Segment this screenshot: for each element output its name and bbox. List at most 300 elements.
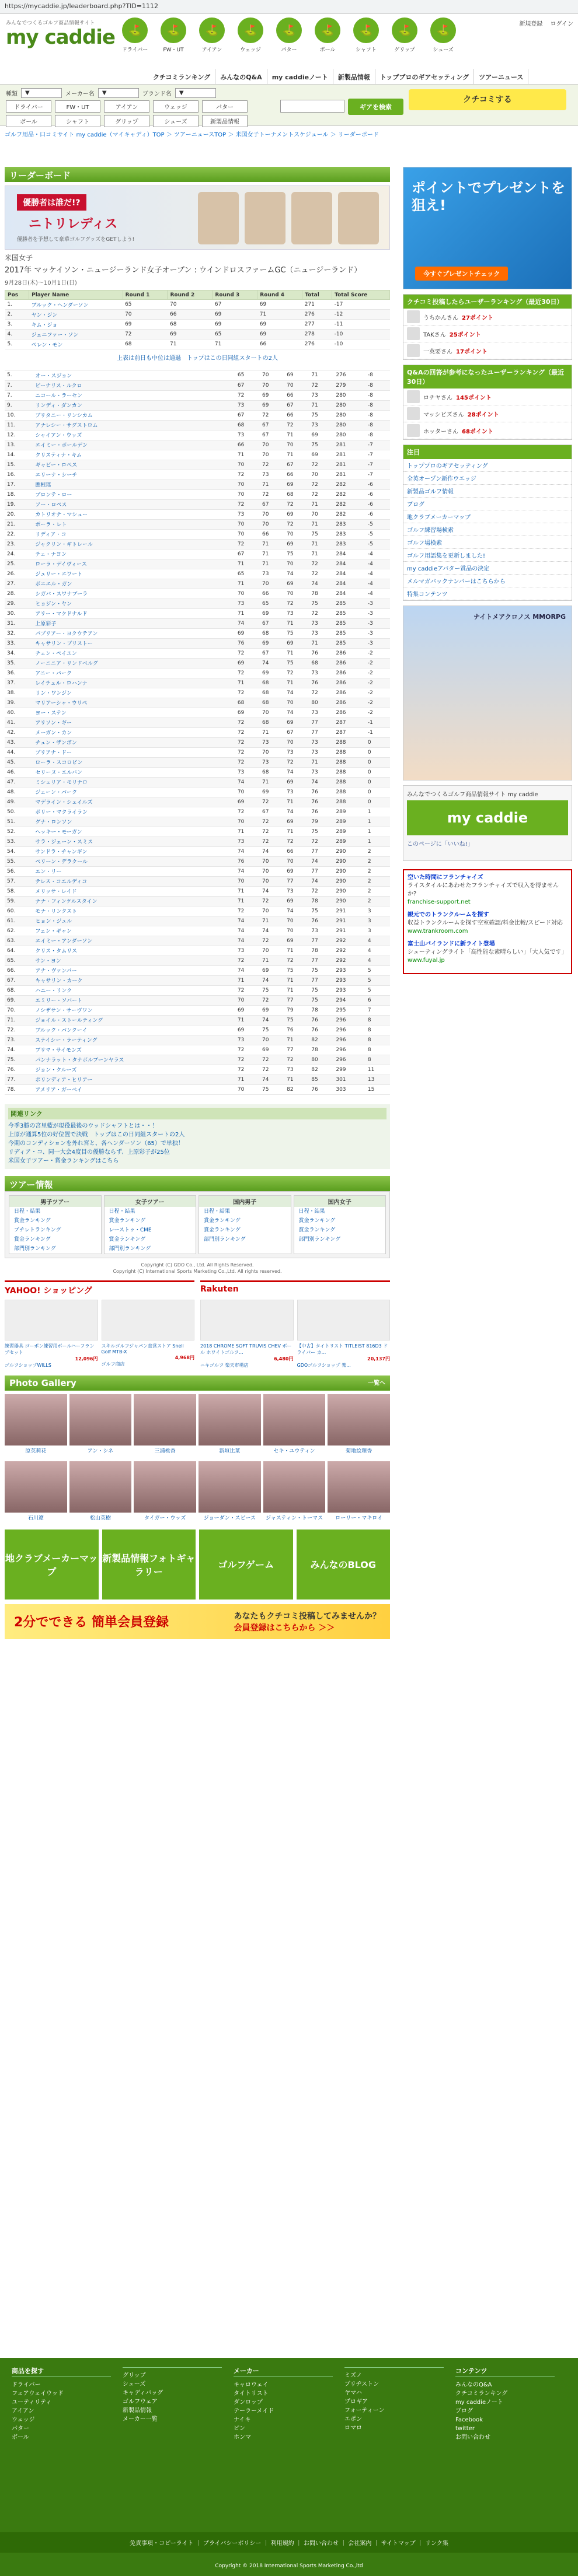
footer-link[interactable]: キャロウェイ bbox=[234, 2382, 269, 2388]
category-4[interactable] bbox=[271, 18, 307, 55]
notice-link[interactable]: ゴルフ練習場検索 bbox=[403, 523, 572, 536]
category-7[interactable] bbox=[387, 18, 423, 55]
player-name[interactable]: チェ・ナヨン bbox=[33, 549, 235, 559]
related-link[interactable]: リディア・コ、同一大会4度目の優勝ならず、上原彩子が25位 bbox=[8, 1149, 170, 1156]
score-cell: 72 bbox=[309, 886, 333, 896]
photo-item[interactable] bbox=[263, 1394, 326, 1454]
tour-link[interactable]: 部門別ランキング bbox=[109, 1245, 151, 1252]
gear-tab[interactable]: 新製品情報 bbox=[202, 115, 248, 127]
score-cell: 70 bbox=[284, 589, 309, 598]
notice-link[interactable]: 特集コンテンツ bbox=[403, 587, 572, 600]
player-name[interactable]: リンディ・ダンカン bbox=[33, 400, 235, 410]
url-bar[interactable]: https://mycaddie.jp/leaderboard.php?TID=1112 bbox=[0, 0, 578, 14]
score-cell: 71. bbox=[5, 1015, 33, 1025]
user-name[interactable]: 一英要さん bbox=[423, 348, 452, 355]
player-name[interactable]: エイミー・ボールデン bbox=[33, 440, 235, 450]
related-link[interactable]: 上原が通算5位の好位置で決戦 トップはこの日同組スタートの2人 bbox=[8, 1131, 185, 1138]
player-name[interactable]: ピーナリス・ルクロ bbox=[33, 380, 235, 390]
category-label: シューズ bbox=[433, 47, 454, 53]
nav-item[interactable]: ツアーニュース bbox=[474, 69, 528, 85]
shop-name[interactable]: GDOゴルフショップ 楽... bbox=[297, 1362, 351, 1368]
table-row bbox=[5, 440, 390, 450]
shop-item[interactable] bbox=[297, 1300, 391, 1368]
score-cell: 67 bbox=[260, 420, 284, 430]
player-name[interactable]: ジェニファー・ソン bbox=[29, 330, 123, 340]
photo-caption: 松山英樹 bbox=[89, 1515, 111, 1521]
text-ad-url[interactable]: franchise-support.net bbox=[408, 899, 471, 905]
player-name[interactable]: パンナラット・タナポルブーンヤラス bbox=[33, 1055, 235, 1065]
player-name[interactable]: レイチェル・ロハンナ bbox=[33, 678, 235, 688]
footer-link[interactable]: ロマロ bbox=[344, 2425, 362, 2431]
player-name[interactable]: ニコール・ラーセン bbox=[33, 390, 235, 400]
avatar bbox=[407, 344, 420, 357]
photo-item[interactable] bbox=[263, 1461, 326, 1521]
score-cell: -4 bbox=[365, 569, 390, 579]
player-name[interactable]: 應根瑶 bbox=[33, 480, 235, 489]
category-1[interactable] bbox=[155, 18, 191, 55]
category-3[interactable] bbox=[232, 18, 269, 55]
tour-link[interactable]: 日程・結果 bbox=[109, 1208, 135, 1214]
footer-link[interactable]: ブログ bbox=[455, 2408, 473, 2414]
notice-link[interactable]: my caddieアバター賞品の決定 bbox=[403, 562, 572, 575]
brand-select[interactable]: ▼ bbox=[175, 88, 216, 98]
player-name[interactable]: チュン・ザンボン bbox=[33, 737, 235, 747]
footer-link[interactable]: キャディバッグ bbox=[123, 2390, 163, 2396]
player-name[interactable]: ヨー・ステン bbox=[33, 708, 235, 718]
brand-label: ブランド名 bbox=[142, 91, 172, 97]
score-cell: 284 bbox=[333, 549, 365, 559]
player-name[interactable]: ヘッキー・モーガン bbox=[33, 827, 235, 836]
player-name[interactable]: エリーナ・シーチ bbox=[33, 470, 235, 480]
notice-link[interactable]: 新製品ゴルフ情報 bbox=[403, 485, 572, 498]
table-row bbox=[5, 747, 390, 757]
footer-link[interactable]: アイアン bbox=[12, 2408, 34, 2414]
gear-tab[interactable]: グリップ bbox=[104, 115, 149, 127]
club-icon: ⛳ bbox=[392, 18, 417, 43]
ranking-item[interactable] bbox=[403, 422, 572, 439]
score-cell: -8 bbox=[365, 370, 390, 380]
player-name[interactable]: エイミー・アンダーソン bbox=[33, 936, 235, 946]
text-ad-url[interactable]: www.fuyal.jp bbox=[408, 957, 445, 964]
nav-item[interactable]: クチコミランキング bbox=[148, 69, 215, 85]
footer-link[interactable]: 新製品情報 bbox=[123, 2407, 152, 2414]
player-name[interactable]: ローラ・デイヴィース bbox=[33, 559, 235, 569]
shop-logo[interactable]: YAHOO! ショッピング bbox=[5, 1286, 92, 1296]
nav-item[interactable]: 新製品情報 bbox=[333, 69, 375, 85]
footer-link[interactable]: ヤマハ bbox=[344, 2390, 362, 2396]
score-cell: 74 bbox=[260, 1074, 284, 1084]
user-name[interactable]: ホッターさん bbox=[423, 428, 458, 435]
footer-link[interactable]: みんなのQ&A bbox=[455, 2382, 492, 2388]
tour-link[interactable]: 賞金ランキング bbox=[109, 1236, 146, 1242]
player-name[interactable]: ステイシー・ラーティング bbox=[33, 1035, 235, 1045]
player-name[interactable]: カトリオナ・マシュー bbox=[33, 509, 235, 519]
category-5[interactable] bbox=[309, 18, 346, 55]
photo-item[interactable] bbox=[69, 1394, 132, 1454]
promo-tile[interactable]: みんなのBLOG bbox=[297, 1530, 391, 1600]
player-name[interactable]: クリスティナ・キム bbox=[33, 450, 235, 460]
score-cell: 283 bbox=[333, 529, 365, 539]
promo-banner[interactable] bbox=[5, 186, 390, 250]
player-name[interactable]: ボニエル・ガン bbox=[33, 579, 235, 589]
score-cell: 47. bbox=[5, 777, 33, 787]
player-name[interactable]: メーガン・カン bbox=[33, 727, 235, 737]
score-cell: 0 bbox=[365, 767, 390, 777]
player-name[interactable]: モナ・リンクスト bbox=[33, 906, 235, 916]
search-input[interactable] bbox=[280, 100, 344, 113]
player-name[interactable]: サラ・ジェーン・スミス bbox=[33, 836, 235, 846]
footer-link[interactable]: ボール bbox=[12, 2434, 29, 2441]
score-cell: 65 bbox=[235, 370, 260, 380]
fb-like-button[interactable]: このページに「いいね!」 bbox=[407, 841, 473, 848]
footer-link[interactable]: テーラーメイド bbox=[234, 2408, 274, 2414]
player-name[interactable]: メリッサ・レイド bbox=[33, 886, 235, 896]
player-name[interactable]: ソー・ロペス bbox=[33, 499, 235, 509]
gear-tab[interactable]: シャフト bbox=[55, 115, 100, 127]
score-cell: 28. bbox=[5, 589, 33, 598]
footer-links[interactable]: 免責事項・コピーライト ｜ プライバシーポリシー ｜ 利用規約 ｜ お問い合わせ ｜ 会社案内 ｜ サイトマップ ｜ リンク集 bbox=[0, 2532, 578, 2553]
score-cell: 279 bbox=[333, 380, 365, 390]
tour-link[interactable]: 賞金ランキング bbox=[298, 1217, 336, 1224]
player-name[interactable]: ヒョン・ジュル bbox=[33, 916, 235, 926]
present-ad[interactable] bbox=[403, 167, 572, 289]
player-name[interactable]: ブルック・ヘンダーソン bbox=[29, 300, 123, 310]
score-cell: 76 bbox=[309, 797, 333, 807]
shop-item[interactable] bbox=[5, 1300, 98, 1368]
maker-select[interactable]: ▼ bbox=[98, 88, 139, 98]
player-name[interactable]: ノーニニア・リンドベルグ bbox=[33, 658, 235, 668]
photo-item[interactable] bbox=[199, 1394, 261, 1454]
text-ad-title[interactable]: 富士山パイランドに新ライト登場 bbox=[408, 941, 495, 947]
photo-item[interactable] bbox=[134, 1461, 196, 1521]
gear-tab[interactable]: シューズ bbox=[153, 115, 199, 127]
player-name[interactable]: ポリー・マクライラン bbox=[33, 807, 235, 817]
score-cell: 293 bbox=[333, 965, 365, 975]
tour-link[interactable]: 賞金ランキング bbox=[14, 1217, 51, 1224]
photo-gallery-more[interactable]: 一覧へ bbox=[368, 1380, 385, 1387]
footer-link[interactable]: ミズノ bbox=[344, 2372, 362, 2379]
player-name[interactable]: ジョン・クルーズ bbox=[33, 1065, 235, 1074]
related-link[interactable]: 今季3勝の宮里藍が現役最後のウッドシャフトとは・・！ bbox=[8, 1122, 158, 1129]
category-6[interactable] bbox=[348, 18, 384, 55]
player-name[interactable]: ペリーン・デラクール bbox=[33, 856, 235, 866]
score-cell: -5 bbox=[365, 519, 390, 529]
score-cell: 299 bbox=[333, 1065, 365, 1074]
table-row bbox=[5, 896, 390, 906]
player-name[interactable]: ペレン・モン bbox=[29, 340, 123, 349]
footer-link[interactable]: ナイキ bbox=[234, 2417, 251, 2423]
footer-link[interactable]: パター bbox=[12, 2426, 29, 2432]
nav-item[interactable]: みんなのQ&A bbox=[215, 69, 267, 85]
player-name[interactable]: ナナ・フィンケルスタイン bbox=[33, 896, 235, 906]
photo-item[interactable] bbox=[69, 1461, 132, 1521]
nav-item[interactable]: my caddieノート bbox=[267, 69, 333, 85]
score-cell: 2 bbox=[365, 896, 390, 906]
footer-link[interactable]: twitter bbox=[455, 2426, 475, 2432]
user-name[interactable]: マッシビズさん bbox=[423, 411, 464, 418]
footer-link[interactable]: エポン bbox=[344, 2416, 362, 2423]
score-cell: 72 bbox=[235, 688, 260, 698]
player-name[interactable]: エミリー・ソバート bbox=[33, 995, 235, 1005]
gear-tab[interactable]: ドライバー bbox=[6, 100, 51, 113]
user-name[interactable]: うちかんさん bbox=[423, 314, 458, 321]
score-cell: 72 bbox=[284, 836, 309, 846]
footer-link[interactable]: フェアウェイウッド bbox=[12, 2390, 64, 2397]
site-logo[interactable]: my caddie bbox=[6, 26, 115, 49]
table-row bbox=[5, 906, 390, 916]
score-cell: 67 bbox=[260, 618, 284, 628]
player-name[interactable]: ブリアナ・ドー bbox=[33, 747, 235, 757]
player-name[interactable]: ギャビー・ロペス bbox=[33, 460, 235, 470]
footer-link[interactable]: シューズ bbox=[123, 2381, 146, 2388]
tour-link[interactable]: 賞金ランキング bbox=[204, 1217, 241, 1224]
login-link[interactable]: ログイン bbox=[550, 21, 573, 27]
footer-link[interactable]: Facebook bbox=[455, 2417, 483, 2423]
footer-link[interactable]: ゴルフウェア bbox=[123, 2399, 158, 2405]
ranking-item[interactable] bbox=[403, 388, 572, 405]
nav-item[interactable]: トッププロのギアセッティング bbox=[375, 69, 474, 85]
tour-link[interactable]: 賞金ランキング bbox=[298, 1227, 336, 1233]
score-cell: 67 bbox=[260, 430, 284, 440]
promo-tile[interactable]: ゴルフゲーム bbox=[199, 1530, 293, 1600]
player-name[interactable]: リディア・コ bbox=[33, 529, 235, 539]
score-cell: 74 bbox=[235, 916, 260, 926]
score-cell: 289 bbox=[333, 807, 365, 817]
player-name[interactable]: テレス・コエルディコ bbox=[33, 876, 235, 886]
photo-caption: 石川遼 bbox=[27, 1515, 44, 1521]
footer-link[interactable]: ドライバー bbox=[12, 2382, 41, 2388]
player-name[interactable]: パブリアー・ヨクウテアン bbox=[33, 628, 235, 638]
footer-link[interactable]: ホンマ bbox=[234, 2434, 251, 2441]
related-link[interactable]: 米国女子ツアー・賞金ランキングはこちら bbox=[8, 1157, 119, 1164]
related-link[interactable]: 今期のコンディションを外れ宮と、各ヘンダーソン（65）で単独！ bbox=[8, 1140, 184, 1147]
score-cell: 76 bbox=[309, 787, 333, 797]
score-cell: 0 bbox=[365, 787, 390, 797]
player-name[interactable]: アナ・ヴァンパー bbox=[33, 965, 235, 975]
score-cell: 69 bbox=[257, 320, 302, 330]
player-name[interactable]: キャサリン・カーク bbox=[33, 975, 235, 985]
category-0[interactable] bbox=[117, 18, 153, 55]
footer-link[interactable]: メーカー一覧 bbox=[123, 2416, 158, 2423]
text-ad[interactable] bbox=[408, 911, 567, 936]
category-8[interactable] bbox=[425, 18, 461, 55]
score-cell: 30. bbox=[5, 608, 33, 618]
register-banner[interactable] bbox=[5, 1604, 390, 1639]
register-link[interactable]: 新規登録 bbox=[519, 21, 543, 27]
footer-link[interactable]: ユーティリティ bbox=[12, 2399, 52, 2406]
footer-link[interactable]: お問い合わせ bbox=[455, 2434, 490, 2441]
player-name[interactable]: ミシェリア・モリナロ bbox=[33, 777, 235, 787]
product-price: 4,968円 bbox=[175, 1354, 194, 1360]
score-cell: 65 bbox=[123, 300, 168, 310]
text-ad-url[interactable]: www.trankroom.com bbox=[408, 928, 468, 935]
footer-link[interactable]: my caddieノート bbox=[455, 2399, 503, 2406]
shop-item[interactable] bbox=[200, 1300, 294, 1368]
player-name[interactable]: マリアーシャ・ウリペ bbox=[33, 698, 235, 708]
notice-link[interactable]: 全英オープン新作ウエッジ bbox=[403, 472, 572, 485]
tour-link[interactable]: 賞金ランキング bbox=[204, 1227, 241, 1233]
player-name[interactable]: エン・リー bbox=[33, 866, 235, 876]
player-name[interactable]: ローラ・スコロビン bbox=[33, 757, 235, 767]
leaderboard-table-rest bbox=[5, 370, 390, 1095]
player-name[interactable]: ジョイル・ストールティング bbox=[33, 1015, 235, 1025]
score-cell: 288 bbox=[333, 777, 365, 787]
player-name[interactable]: マデライン・シェイルズ bbox=[33, 797, 235, 807]
table-row bbox=[5, 618, 390, 628]
player-name[interactable]: アナレシー・サグストロム bbox=[33, 420, 235, 430]
score-cell: 3 bbox=[365, 906, 390, 916]
player-name[interactable]: キム・ジョ bbox=[29, 320, 123, 330]
table-row bbox=[5, 688, 390, 698]
footer-link[interactable]: ウェッジ bbox=[12, 2417, 35, 2423]
text-ad[interactable] bbox=[408, 940, 567, 965]
category-2[interactable] bbox=[194, 18, 230, 55]
player-name[interactable]: キャサリン・ブリストー bbox=[33, 638, 235, 648]
player-name[interactable]: ハニー・リンク bbox=[33, 985, 235, 995]
footer-link[interactable]: フォーティーン bbox=[344, 2407, 385, 2414]
tour-link[interactable]: 賞金ランキング bbox=[14, 1236, 51, 1242]
tour-link[interactable]: レーストゥ・CME bbox=[109, 1227, 152, 1233]
score-cell: 72 bbox=[284, 668, 309, 678]
notice-link[interactable]: トッププロのギアセッティング bbox=[403, 459, 572, 472]
player-name[interactable]: フェン・ギャン bbox=[33, 926, 235, 936]
player-name[interactable]: サン・ヨン bbox=[33, 956, 235, 965]
player-name[interactable]: サンドラ・チャンギン bbox=[33, 846, 235, 856]
tour-link[interactable]: 部門別ランキング bbox=[14, 1245, 56, 1252]
footer-link[interactable]: タイトリスト bbox=[234, 2390, 269, 2397]
promo-tile[interactable]: 地クラブメーカーマップ bbox=[5, 1530, 99, 1600]
table-row bbox=[5, 549, 390, 559]
player-name[interactable]: ブロンテ・ロー bbox=[33, 489, 235, 499]
text-ad-title[interactable]: 空いた時間にフランチャイズ bbox=[408, 874, 483, 881]
player-name[interactable]: ブリタニー・リンシカム bbox=[33, 410, 235, 420]
tour-link[interactable]: 部門別ランキング bbox=[298, 1236, 341, 1242]
notice-link[interactable]: メルマガバックナンバーはこちらから bbox=[403, 575, 572, 587]
gear-tab[interactable]: FW・UT bbox=[55, 100, 100, 113]
player-name[interactable]: ポリンディア・ヒリアー bbox=[33, 1074, 235, 1084]
score-cell: 38. bbox=[5, 688, 33, 698]
footer-link[interactable]: グリップ bbox=[123, 2372, 146, 2379]
shop-name[interactable]: ゴルフショップWILLS bbox=[5, 1362, 51, 1368]
footer-link[interactable]: ダンロップ bbox=[234, 2399, 263, 2406]
shop-logo[interactable]: Rakuten bbox=[200, 1284, 239, 1294]
tour-link[interactable]: 日程・結果 bbox=[298, 1208, 325, 1214]
player-name[interactable]: オー・スジョン bbox=[33, 370, 235, 380]
photo-caption: セキ・ユウティン bbox=[273, 1448, 315, 1454]
photo-item[interactable] bbox=[5, 1461, 67, 1521]
player-name[interactable]: チェン・ペイユン bbox=[33, 648, 235, 658]
user-name[interactable]: ロチヤさん bbox=[423, 394, 452, 401]
score-cell: 291 bbox=[333, 906, 365, 916]
shop-name[interactable]: ニキゴルフ 楽天市場店 bbox=[200, 1362, 249, 1368]
score-cell: 69 bbox=[213, 310, 257, 320]
score-cell: -17 bbox=[332, 300, 390, 310]
score-cell: -7 bbox=[365, 440, 390, 450]
player-name[interactable]: ブルック・パンクーイ bbox=[33, 1025, 235, 1035]
player-name[interactable]: シガバ・スワナプーラ bbox=[33, 589, 235, 598]
gear-tab[interactable]: ボール bbox=[6, 115, 51, 127]
score-cell: 78 bbox=[309, 946, 333, 956]
player-name[interactable]: グナ・ロンソン bbox=[33, 817, 235, 827]
ranking-item[interactable] bbox=[403, 326, 572, 342]
promo-tile[interactable]: 新製品情報フォトギャラリー bbox=[102, 1530, 196, 1600]
player-name[interactable]: ジュリー・エワート bbox=[33, 569, 235, 579]
player-name[interactable]: ジャクリン・ギトレール bbox=[33, 539, 235, 549]
kuchikomi-button[interactable]: クチコミする bbox=[409, 89, 566, 110]
breadcrumb[interactable]: ゴルフ用品・口コミサイト my caddie（マイキャディ）TOP ＞ ツアーニュースTOP ＞ 米国女子トーナメントスケジュール ＞ リーダーボード bbox=[5, 132, 379, 138]
player-name[interactable]: シャイアン・ウッズ bbox=[33, 430, 235, 440]
score-cell: 77 bbox=[284, 1045, 309, 1055]
player-name[interactable]: アメリア・ガーベイ bbox=[33, 1084, 235, 1094]
photo-item[interactable] bbox=[328, 1461, 390, 1521]
score-cell: 75 bbox=[309, 965, 333, 975]
footer-link[interactable]: ピン bbox=[234, 2426, 245, 2432]
cut-note[interactable]: 上表は前日も中位は通過 トップはこの日同組スタートの2人 bbox=[5, 349, 390, 370]
user-name[interactable]: TAKさん bbox=[423, 331, 446, 338]
score-cell: 64. bbox=[5, 946, 33, 956]
tour-link[interactable]: 日程・結果 bbox=[204, 1208, 231, 1214]
photo-item[interactable] bbox=[134, 1394, 196, 1454]
player-name[interactable]: アリー・マクドナルド bbox=[33, 608, 235, 618]
gear-tab[interactable]: ウェッジ bbox=[153, 100, 199, 113]
player-name[interactable]: リン・ワンジン bbox=[33, 688, 235, 698]
player-name[interactable]: ジェーン・パーク bbox=[33, 787, 235, 797]
notice-link[interactable]: ゴルフ用語集を更新しました! bbox=[403, 549, 572, 562]
ranking-item[interactable] bbox=[403, 405, 572, 422]
ranking-item[interactable] bbox=[403, 342, 572, 359]
notice-link[interactable]: 地クラブメーカーマップ bbox=[403, 510, 572, 523]
player-name[interactable]: ヤン・ジン bbox=[29, 310, 123, 320]
player-name[interactable]: ブリマ・サイモンズ bbox=[33, 1045, 235, 1055]
player-name[interactable]: アリソン・ギー bbox=[33, 718, 235, 727]
player-name[interactable]: アニー・パーク bbox=[33, 668, 235, 678]
photo-item[interactable] bbox=[5, 1394, 67, 1454]
player-name[interactable]: ノシザサン・サーヴワン bbox=[33, 1005, 235, 1015]
gear-search-button[interactable]: ギアを検索 bbox=[348, 99, 403, 115]
score-cell: 73 bbox=[284, 886, 309, 896]
tour-link[interactable]: ブチレトランキング bbox=[14, 1227, 61, 1233]
text-ad-title[interactable]: 親元でのトランクルームを探す bbox=[408, 912, 489, 918]
photo-item[interactable] bbox=[328, 1394, 390, 1454]
score-cell: 15. bbox=[5, 460, 33, 470]
tour-link[interactable]: 部門別ランキング bbox=[204, 1236, 246, 1242]
score-cell: 72 bbox=[260, 1055, 284, 1065]
tour-link[interactable]: 日程・結果 bbox=[14, 1208, 41, 1214]
tour-link[interactable]: 賞金ランキング bbox=[109, 1217, 146, 1224]
footer-link[interactable]: プロギア bbox=[344, 2399, 368, 2405]
player-name[interactable]: ヒョジン・ヤン bbox=[33, 598, 235, 608]
game-ad[interactable] bbox=[403, 606, 572, 780]
notice-link[interactable]: ブログ bbox=[403, 498, 572, 510]
ranking-item[interactable] bbox=[403, 309, 572, 326]
footer-link[interactable]: クチコミランキング bbox=[455, 2390, 508, 2397]
gear-tab[interactable]: アイアン bbox=[104, 100, 149, 113]
shop-name[interactable]: ゴルフ商店 bbox=[101, 1361, 125, 1367]
player-name[interactable]: セリーヌ・エルバン bbox=[33, 767, 235, 777]
photo-caption: タイガー・ウッズ bbox=[144, 1515, 186, 1521]
shop-item[interactable] bbox=[102, 1300, 195, 1368]
player-name[interactable]: ポーラ・レト bbox=[33, 519, 235, 529]
type-select[interactable]: ▼ bbox=[21, 88, 62, 98]
text-ad[interactable] bbox=[408, 874, 567, 907]
player-name[interactable]: クリス・タムリス bbox=[33, 946, 235, 956]
player-name[interactable]: 上原彩子 bbox=[33, 618, 235, 628]
gear-tab[interactable]: パター bbox=[202, 100, 248, 113]
footer-link[interactable]: ブリヂストン bbox=[344, 2381, 379, 2388]
present-ad-button[interactable]: 今すぐプレゼントチェック bbox=[415, 267, 508, 281]
notice-link[interactable]: ゴルフ場検索 bbox=[403, 536, 572, 549]
photo-item[interactable] bbox=[199, 1461, 261, 1521]
